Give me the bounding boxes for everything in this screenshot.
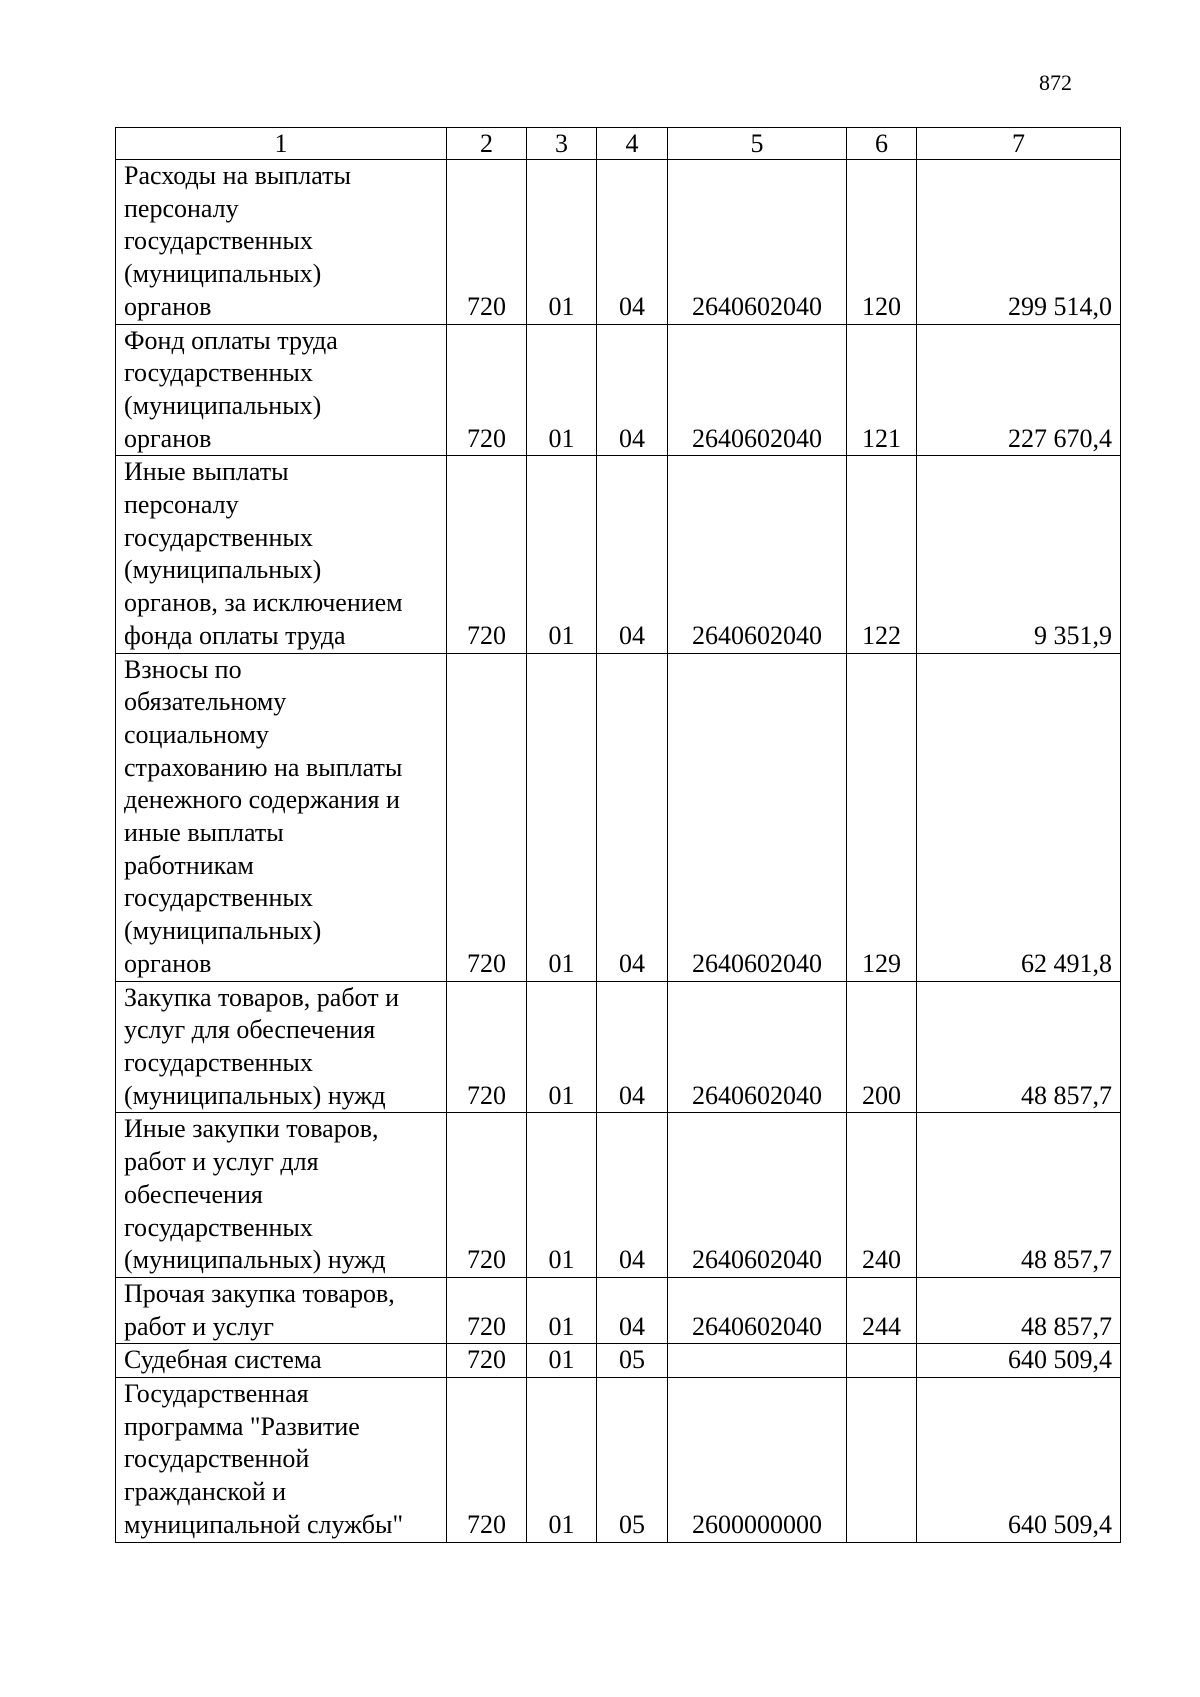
row-c2-cell: 720 xyxy=(447,1113,527,1278)
row-c3-cell: 01 xyxy=(527,1277,597,1343)
table-row xyxy=(116,1113,1121,1278)
row-c3-cell: 01 xyxy=(527,1344,597,1378)
table-row xyxy=(116,456,1121,653)
row-c5-cell: 2600000000 xyxy=(668,1378,847,1543)
row-name-cell xyxy=(116,324,447,456)
table-row xyxy=(116,1378,1121,1543)
row-name-line: работ и услуг xyxy=(124,1311,274,1341)
row-c5-cell: 2640602040 xyxy=(668,456,847,653)
row-name-line: персоналу xyxy=(124,490,239,520)
row-c6-cell xyxy=(847,1378,917,1543)
row-c5-cell: 2640602040 xyxy=(668,653,847,981)
row-name-cell xyxy=(116,1344,447,1378)
row-c6-cell: 200 xyxy=(847,981,917,1113)
table-row xyxy=(116,160,1121,325)
row-name-cell xyxy=(116,160,447,325)
row-c6-cell: 120 xyxy=(847,160,917,325)
header-row xyxy=(116,128,1121,160)
row-name-line: Иные выплаты xyxy=(124,457,289,487)
row-c5-cell: 2640602040 xyxy=(668,324,847,456)
row-name-line: страхованию на выплаты xyxy=(124,752,403,782)
page-number: 872 xyxy=(1039,70,1072,95)
table-row xyxy=(116,653,1121,981)
row-name-line: государственных xyxy=(124,1047,313,1077)
table-row xyxy=(116,1277,1121,1343)
table-row xyxy=(116,1344,1121,1378)
column-header-5: 5 xyxy=(668,128,847,160)
row-name-cell xyxy=(116,1113,447,1278)
row-c2-cell: 720 xyxy=(447,1277,527,1343)
row-name-line: (муниципальных) нужд xyxy=(124,1080,386,1110)
row-amount-cell: 640 509,4 xyxy=(917,1378,1121,1543)
row-name-cell xyxy=(116,1277,447,1343)
row-name-line: (муниципальных) xyxy=(124,555,322,585)
row-name-line: (муниципальных) нужд xyxy=(124,1245,386,1275)
row-name-line: денежного содержания и xyxy=(124,785,400,815)
row-c3-cell: 01 xyxy=(527,981,597,1113)
row-c2-cell: 720 xyxy=(447,981,527,1113)
row-c5-cell: 2640602040 xyxy=(668,1113,847,1278)
row-name-line: (муниципальных) xyxy=(124,916,322,946)
row-c5-cell: 2640602040 xyxy=(668,160,847,325)
column-header-2: 2 xyxy=(447,128,527,160)
row-amount-cell: 640 509,4 xyxy=(917,1344,1121,1378)
column-header-4: 4 xyxy=(597,128,668,160)
row-c4-cell: 04 xyxy=(597,456,668,653)
table-row xyxy=(116,324,1121,456)
row-name-line: работ и услуг для xyxy=(124,1147,319,1177)
row-name-line: органов xyxy=(124,948,212,978)
row-c4-cell: 05 xyxy=(597,1344,668,1378)
row-c5-cell: 2640602040 xyxy=(668,981,847,1113)
row-c3-cell: 01 xyxy=(527,324,597,456)
row-name-line: социальному xyxy=(124,719,269,749)
row-name-line: Закупка товаров, работ и xyxy=(124,982,399,1012)
row-c4-cell: 04 xyxy=(597,1113,668,1278)
row-name-line: услуг для обеспечения xyxy=(124,1015,376,1045)
row-name-cell xyxy=(116,653,447,981)
row-name-line: государственных xyxy=(124,226,313,256)
row-amount-cell: 48 857,7 xyxy=(917,1113,1121,1278)
row-name-cell xyxy=(116,456,447,653)
row-amount-cell: 48 857,7 xyxy=(917,981,1121,1113)
row-amount-cell: 227 670,4 xyxy=(917,324,1121,456)
row-name-line: персоналу xyxy=(124,193,239,223)
row-name-line: гражданской и xyxy=(124,1477,287,1507)
row-name-line: Прочая закупка товаров, xyxy=(124,1278,395,1308)
column-header-6: 6 xyxy=(847,128,917,160)
row-c2-cell: 720 xyxy=(447,324,527,456)
row-name-line: органов, за исключением xyxy=(124,588,403,618)
budget-table xyxy=(115,127,1121,1543)
row-c6-cell: 244 xyxy=(847,1277,917,1343)
row-c2-cell: 720 xyxy=(447,456,527,653)
row-c4-cell: 04 xyxy=(597,981,668,1113)
row-c2-cell: 720 xyxy=(447,653,527,981)
column-header-1: 1 xyxy=(116,128,447,160)
row-c6-cell: 121 xyxy=(847,324,917,456)
row-c5-cell: 2640602040 xyxy=(668,1277,847,1343)
row-name-line: программа "Развитие xyxy=(124,1411,360,1441)
row-name-line: иные выплаты xyxy=(124,818,284,848)
row-name-cell xyxy=(116,981,447,1113)
row-name-line: Судебная система xyxy=(124,1345,322,1375)
table-body xyxy=(116,160,1121,1543)
row-c4-cell: 05 xyxy=(597,1378,668,1543)
row-c6-cell: 122 xyxy=(847,456,917,653)
row-name-line: (муниципальных) xyxy=(124,390,322,420)
table-row xyxy=(116,981,1121,1113)
row-name-line: обязательному xyxy=(124,687,287,717)
row-name-line: Фонд оплаты труда xyxy=(124,325,338,355)
row-c3-cell: 01 xyxy=(527,456,597,653)
row-c3-cell: 01 xyxy=(527,653,597,981)
row-name-line: государственной xyxy=(124,1444,310,1474)
row-name-line: Расходы на выплаты xyxy=(124,161,351,190)
row-amount-cell: 299 514,0 xyxy=(917,160,1121,325)
row-name-line: фонда оплаты труда xyxy=(124,620,346,650)
row-c4-cell: 04 xyxy=(597,160,668,325)
row-name-line: Государственная xyxy=(124,1379,309,1409)
row-name-line: государственных xyxy=(124,358,313,388)
row-name-line: органов xyxy=(124,423,212,453)
row-name-line: государственных xyxy=(124,522,313,552)
row-name-line: (муниципальных) xyxy=(124,259,322,289)
column-header-7: 7 xyxy=(917,128,1121,160)
row-c5-cell xyxy=(668,1344,847,1378)
row-amount-cell: 62 491,8 xyxy=(917,653,1121,981)
row-name-line: Взносы по xyxy=(124,654,242,684)
row-c2-cell: 720 xyxy=(447,1378,527,1543)
row-amount-cell: 48 857,7 xyxy=(917,1277,1121,1343)
row-name-line: работникам xyxy=(124,850,254,880)
row-name-line: государственных xyxy=(124,883,313,913)
row-name-line: обеспечения xyxy=(124,1179,263,1209)
row-c3-cell: 01 xyxy=(527,1378,597,1543)
row-name-line: государственных xyxy=(124,1212,313,1242)
row-name-line: органов xyxy=(124,291,212,321)
row-c3-cell: 01 xyxy=(527,160,597,325)
row-amount-cell: 9 351,9 xyxy=(917,456,1121,653)
row-name-line: муниципальной службы" xyxy=(124,1509,404,1539)
row-name-cell xyxy=(116,1378,447,1543)
row-c6-cell: 129 xyxy=(847,653,917,981)
row-c4-cell: 04 xyxy=(597,1277,668,1343)
row-c6-cell: 240 xyxy=(847,1113,917,1278)
row-c6-cell xyxy=(847,1344,917,1378)
row-c2-cell: 720 xyxy=(447,1344,527,1378)
row-c4-cell: 04 xyxy=(597,324,668,456)
row-c4-cell: 04 xyxy=(597,653,668,981)
row-c2-cell: 720 xyxy=(447,160,527,325)
row-name-line: Иные закупки товаров, xyxy=(124,1114,379,1144)
column-header-3: 3 xyxy=(527,128,597,160)
row-c3-cell: 01 xyxy=(527,1113,597,1278)
